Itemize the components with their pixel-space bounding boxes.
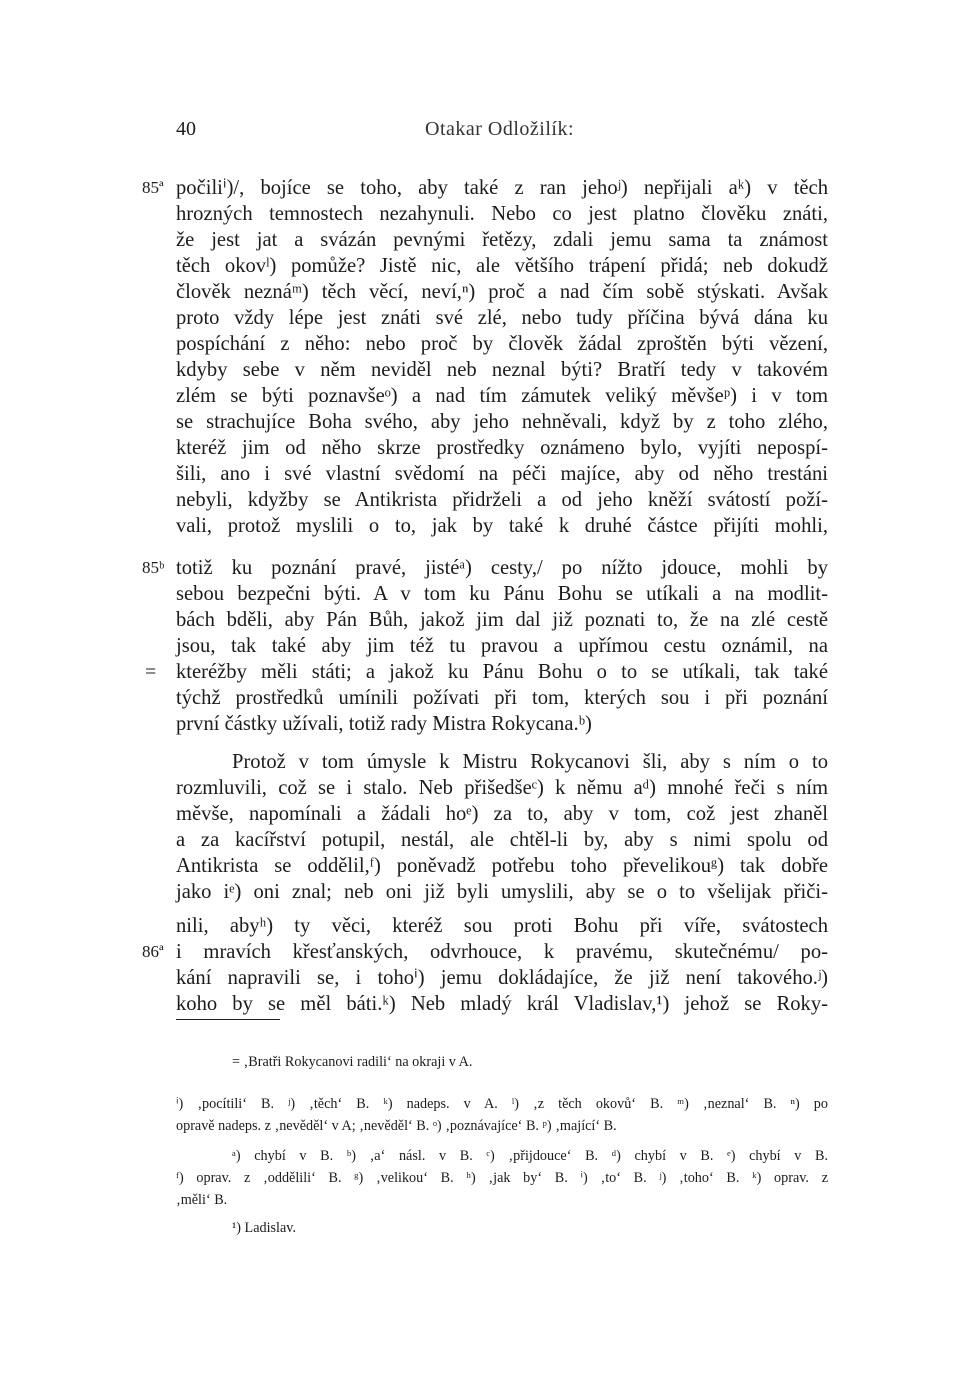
body-line: kdyby sebe v něm neviděl neb neznal býti? Bratří tedy v takovém: [176, 359, 828, 381]
body-line: proto vždy lépe jest znáti své zlé, nebo tudy příčina bývá dána ku: [176, 307, 828, 329]
body-line: Protož v tom úmysle k Mistru Rokycanovi šli, aby s ním o to: [232, 751, 828, 773]
body-line: nebyli, kdyžby se Antikrista přidrželi a od jeho kněží svátostí poží-: [176, 489, 828, 511]
footnote-marginal-note: = ‚Bratři Rokycanovi radili‘ na okraji v A.: [232, 1054, 473, 1070]
margin-folio-85a: 85ª: [142, 178, 164, 197]
body-line: šili, ano i své vlastní svědomí na péči majíce, aby od něho trestáni: [176, 463, 828, 485]
body-line: hrozných temnostech nezahynuli. Nebo co jest platno člověku znáti,: [176, 203, 828, 225]
body-line: vali, protož myslili o to, jak by také k druhé částce přijíti mohli,: [176, 515, 828, 537]
body-line: zlém se býti poznavšeᵒ) a nad tím zámutek veliký měvšeᵖ) i v tom: [176, 385, 828, 407]
body-line: těch okovˡ) pomůže? Jistě nic, ale většího trápení přidá; neb dokudž: [176, 255, 828, 277]
body-line: Antikrista se oddělil,ᶠ) poněvadž potřebu toho převelikouᵍ) tak dobře: [176, 855, 828, 877]
footnote-apparatus-line: ᶠ) oprav. z ‚oddělili‘ B. ᵍ) ‚velikou‘ B. ʰ) ‚jak by‘ B. ⁱ) ‚to‘ B. ʲ) ‚toho‘ B. ᵏ) oprav. z: [176, 1170, 828, 1186]
body-line: sebou bezpečni býti. A v tom ku Pánu Bohu se utíkali a na modlit-: [176, 583, 828, 605]
body-line: bách bděli, aby Pán Bůh, jakož jim dal již poznati to, že na zlé cestě: [176, 609, 828, 631]
body-line: že jest jat a svázán pevnými řetězy, zdali jemu sama ta známost: [176, 229, 828, 251]
body-line: měvše, napomínali a žádali hoᵉ) za to, aby v tom, což jest zhaněl: [176, 803, 828, 825]
footnote-rule: [176, 1019, 280, 1020]
body-line: jsou, tak také aby jim též tu pravou a upřímou cestu oznámil, na: [176, 635, 828, 657]
page-number: 40: [176, 118, 196, 140]
body-line: počiliⁱ)/, bojíce se toho, aby také z ran jehoʲ) nepřijali aᵏ) v těch: [176, 177, 828, 199]
margin-equals-mark: =: [145, 661, 157, 683]
body-line: týchž prostředků umínili požívati při tom, kterých sou i při poznání: [176, 687, 828, 709]
body-line: koho by se měl báti.ᵏ) Neb mladý král Vladislav,¹) jehož se Roky-: [176, 993, 828, 1015]
running-title: Otakar Odložilík:: [425, 118, 575, 140]
body-line: a za kacířství potupil, nestál, ale chtěl-li by, aby s nimi spolu od: [176, 829, 828, 851]
body-line: nili, abyʰ) ty věci, kteréž sou proti Bohu při víře, svátostech: [176, 915, 828, 937]
body-line: kteréžby měli státi; a jakož ku Pánu Bohu o to se utíkali, tak také: [176, 661, 828, 683]
footnote-numbered: ¹) Ladislav.: [232, 1220, 297, 1236]
body-line: se strachujíce Boha svého, aby jeho nehněvali, když by z toho zlého,: [176, 411, 828, 433]
body-line: jako iᵉ) oni znal; neb oni již byli umyslili, aby se o to všelijak přiči-: [176, 881, 828, 903]
footnote-apparatus-line: ᵃ) chybí v B. ᵇ) ‚a‘ násl. v B. ᶜ) ‚přijdouce‘ B. ᵈ) chybí v B. ᵉ) chybí v B.: [232, 1148, 828, 1164]
body-line: totiž ku poznání pravé, jistéᵃ) cesty,/ po nížto jdouce, mohli by: [176, 557, 828, 579]
body-line: pospíchání z něho: nebo proč by člověk žádal zproštěn býti vězení,: [176, 333, 828, 355]
body-line: kání napravili se, i tohoⁱ) jemu dokládajíce, že již není takového.ʲ): [176, 967, 828, 989]
body-line: první částky užívali, totiž rady Mistra Rokycana.ᵇ): [176, 713, 592, 735]
margin-folio-86a: 86ª: [142, 942, 164, 961]
body-line: člověk neznáᵐ) těch věcí, neví,ⁿ) proč a nad čím sobě stýskati. Avšak: [176, 281, 828, 303]
footnote-apparatus-line: ‚měli‘ B.: [176, 1192, 228, 1208]
body-line: rozmluvili, což se i stalo. Neb přišedšeᶜ) k němu aᵈ) mnohé řeči s ním: [176, 777, 828, 799]
body-line: kteréž jim od něho skrze prostředky oznámeno bylo, vyjíti nepospí-: [176, 437, 828, 459]
margin-folio-85b: 85ᵇ: [142, 558, 165, 577]
footnote-apparatus-line: ⁱ) ‚pocítili‘ B. ʲ) ‚těch‘ B. ᵏ) nadeps. v A. ˡ) ‚z těch okovů‘ B. ᵐ) ‚neznal‘ B. ⁿ) po: [176, 1096, 828, 1112]
body-line: i mravích křesťanských, odvrhouce, k pravému, skutečnému/ po-: [176, 941, 828, 963]
footnote-apparatus-line: opravě nadeps. z ‚nevěděl‘ v A; ‚nevěděl‘ B. ᵒ) ‚poznávajíce‘ B. ᵖ) ‚mající‘ B.: [176, 1118, 617, 1134]
